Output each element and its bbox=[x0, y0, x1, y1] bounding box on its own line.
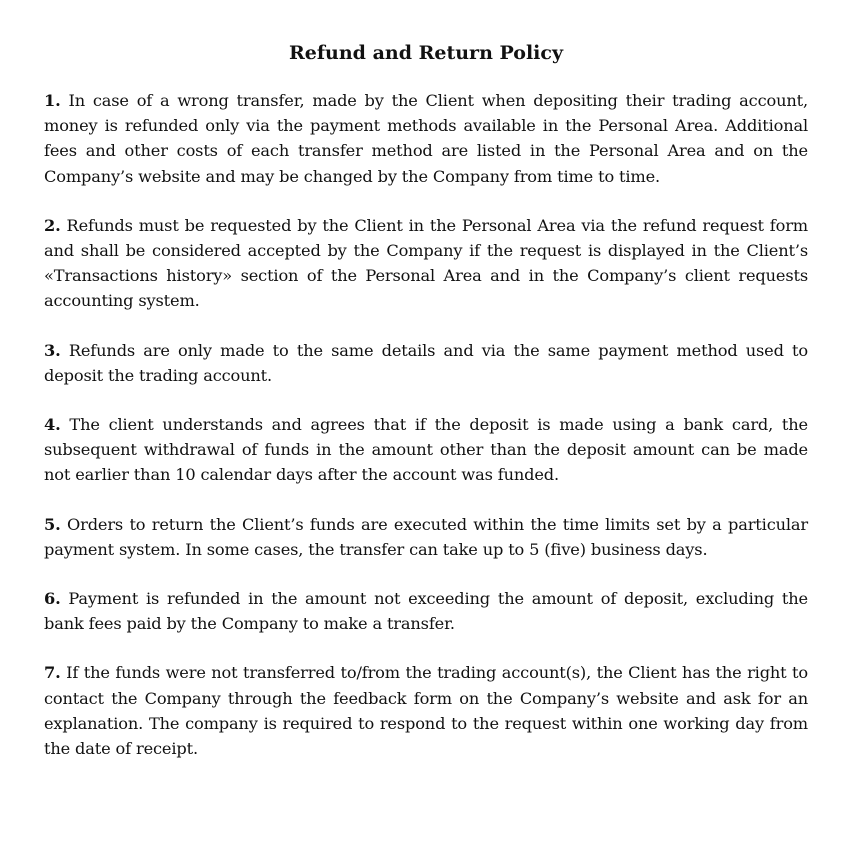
clause-text: Refunds are only made to the same details and via the same payment method used to deposit the trading account. bbox=[44, 340, 808, 385]
clause-text: The client understands and agrees that if the deposit is made using a bank card, the subsequent withdrawal of funds in the amount other than the deposit amount can be made not earlier than 10 calendar days after the account was funded. bbox=[44, 415, 808, 485]
clause-number: 1. bbox=[44, 91, 61, 110]
clause-2 bbox=[44, 213, 808, 314]
clause-number: 3. bbox=[44, 340, 61, 360]
clause-3 bbox=[44, 338, 808, 388]
clause-text: In case of a wrong transfer, made by the Client when depositing their trading account, money is refunded only via the payment methods available in the Personal Area. Additional fees and other costs of each transfer method are listed in the Personal Area and on the Company’s website and may be changed by the Company from time to time. bbox=[44, 91, 808, 186]
clause-text: If the funds were not transferred to/from the trading account(s), the Client has the right to contact the Company through the feedback form on the Company’s website and ask for an explanation. The company is required to respond to the request within one working day from the date of receipt. bbox=[44, 663, 809, 759]
document-title: Refund and Return Policy bbox=[288, 42, 563, 64]
clause-number: 6. bbox=[44, 589, 61, 609]
clause-5 bbox=[44, 512, 808, 562]
clause-4 bbox=[44, 412, 808, 488]
clause-1 bbox=[44, 88, 808, 189]
clause-number: 4. bbox=[44, 415, 61, 435]
clause-number: 2. bbox=[44, 215, 61, 235]
clause-7 bbox=[44, 660, 808, 761]
clause-number: 5. bbox=[44, 514, 61, 534]
policy-document bbox=[44, 40, 808, 761]
clause-text: Orders to return the Client’s funds are executed within the time limits set by a particular payment system. In some cases, the transfer can take up to 5 (five) business days. bbox=[44, 514, 808, 559]
clause-text: Payment is refunded in the amount not exceeding the amount of deposit, excluding the bank fees paid by the Company to make a transfer. bbox=[44, 589, 808, 634]
clause-number: 7. bbox=[44, 663, 61, 683]
clause-text: Refunds must be requested by the Client in the Personal Area via the refund request form and shall be considered accepted by the Company if the request is displayed in the Client’s «Transactions history» section of the Personal Area and in the Company’s client requests accounting system. bbox=[44, 215, 808, 311]
clause-6 bbox=[44, 586, 808, 636]
